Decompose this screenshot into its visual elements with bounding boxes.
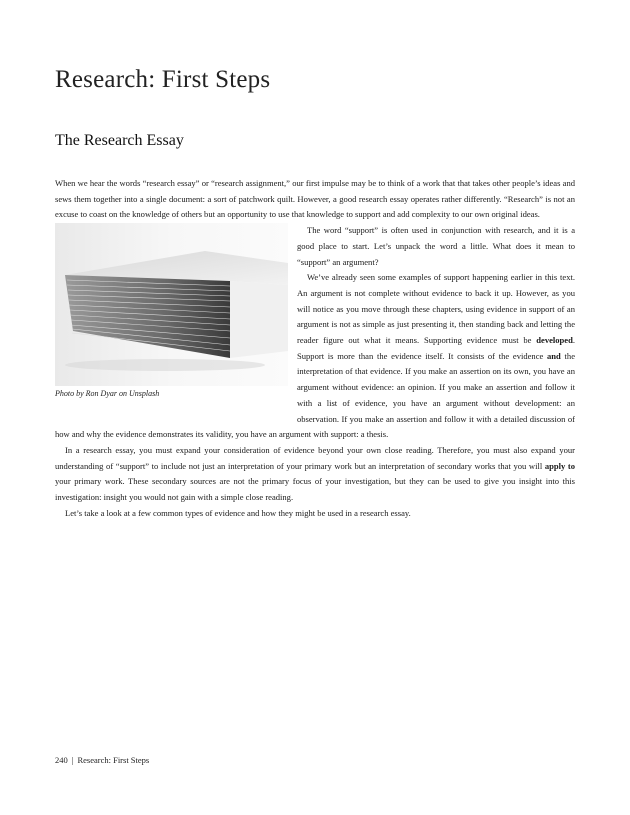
running-title: Research: First Steps (77, 755, 150, 765)
examples-text-3: the interpretation of that evidence. If you make an assertion on its own, you have an argument without evidence: an opinion. If you make an assertion and follow it with a list of evidence, you have an argument without development: an observation. If you make an assertion and follow it with a detailed discussion of how and why the evidence demonstrates its validity, you have an argument with support: a thesis. (55, 350, 575, 440)
support-paragraph: The word “support” is often used in conjunction with research, and it is a good place to start. Let’s unpack the word a little. What does it mean to “support” an argument? (297, 225, 575, 267)
research-bold-apply-to: apply to (544, 460, 576, 471)
research-paragraph (55, 443, 575, 506)
figure-caption: Photo by Ron Dyar on Unsplash (55, 389, 160, 399)
research-text-1: In a research essay, you must expand your consideration of evidence beyond your own close reading. Therefore, you must also expand your understanding of “support” to include not just an interpretation of your primary work but an interpretation of secondary works that you will (55, 444, 575, 471)
examples-bold-developed: developed (536, 335, 573, 346)
examples-text-2: . Support is more than the evidence itself. It consists of the evidence (297, 335, 575, 361)
closing-paragraph: Let’s take a look at a few common types of evidence and how they might be used in a research essay. (65, 507, 411, 518)
chapter-title: Research: First Steps (55, 66, 271, 93)
figure (55, 223, 288, 424)
examples-text-1: We’ve already seen some examples of support happening earlier in this text. An argument is not complete without evidence to back it up. However, as you will notice as you move through these chapters, using evidence in support of an argument is not as simple as just presenting it, then standing back and letting the reader figure out what it means. Supporting evidence must be (297, 272, 575, 346)
body-text (55, 176, 575, 521)
footer-separator: | (71, 755, 74, 765)
research-text-2: your primary work. These secondary sources are not the primary focus of your investigation, but they can be used to give you insight into this investigation: insight you would not gain with a simple close reading. (55, 476, 575, 503)
page-number: 240 (55, 755, 68, 765)
section-title: The Research Essay (55, 132, 184, 149)
page-footer (55, 755, 149, 765)
stacked-papers-photo (55, 223, 288, 386)
intro-paragraph: When we hear the words “research essay” or “research assignment,” our first impulse may be to think of a work that that takes other people’s ideas and sews them together into a single document: a sort of patchwork quilt. However, a good research essay operates rather differently. “Research” is not an excuse to coast on the knowledge of others but an opportunity to use that knowledge to support and add complexity to our own original ideas. (55, 178, 575, 220)
examples-bold-and: and (547, 350, 561, 361)
